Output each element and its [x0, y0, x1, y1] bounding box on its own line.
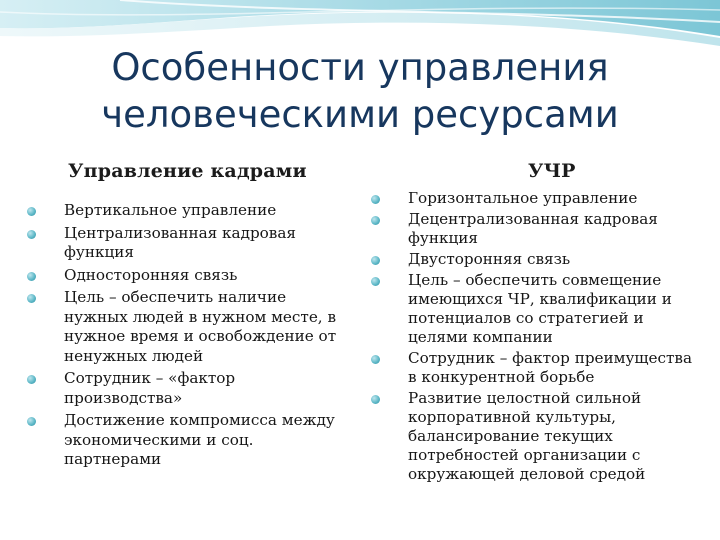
bullet-icon [371, 256, 380, 265]
left-list-item-text: Достижение компромисса между экономическими и соц. партнерами [64, 411, 335, 468]
bullet-icon [27, 417, 36, 426]
right-column-heading: УЧР [528, 160, 576, 182]
bullet-icon [371, 216, 380, 225]
right-list-item [368, 250, 703, 269]
right-list-item-text: Децентрализованная кадровая функция [408, 210, 658, 247]
right-column [368, 160, 703, 486]
right-list-item-text: Сотрудник – фактор преимущества в конкурентной борьбе [408, 349, 693, 386]
left-list-item [24, 369, 354, 408]
slide-title-line-1: Особенности управления [111, 46, 609, 89]
bullet-icon [27, 207, 36, 216]
right-list-item-text: Горизонтальное управление [408, 189, 638, 207]
right-list-item-text: Двусторонняя связь [408, 250, 571, 268]
left-column [24, 160, 354, 473]
bullet-icon [27, 375, 36, 384]
bullet-icon [371, 277, 380, 286]
bullet-icon [371, 195, 380, 204]
bullet-icon [27, 294, 36, 303]
left-list-item-text: Централизованная кадровая функция [64, 223, 296, 261]
left-list-item [24, 411, 354, 470]
right-list-item [368, 349, 703, 387]
right-list-item-text: Цель – обеспечить совмещение имеющихся ЧР, квалификации и потенциалов со стратегией и целями компании [408, 271, 672, 346]
left-list-item-text: Сотрудник – «фактор производства» [64, 369, 236, 407]
left-list-item [24, 288, 354, 366]
slide-title [0, 44, 720, 138]
left-list-item [24, 201, 354, 221]
left-list-item-text: Цель – обеспечить наличие нужных людей в нужном месте, в нужное время и освобождение от ненужных людей [64, 288, 337, 365]
right-list-item-text: Развитие целостной сильной корпоративной культуры, балансирование текущих потребностей организации с окружающей деловой средой [408, 389, 646, 483]
bullet-icon [371, 395, 380, 404]
right-bullet-list [368, 189, 703, 484]
left-list-item [24, 224, 354, 263]
bullet-icon [27, 272, 36, 281]
bullet-icon [371, 355, 380, 364]
left-list-item-text: Вертикальное управление [64, 201, 277, 219]
bullet-icon [27, 230, 36, 239]
right-list-item [368, 271, 703, 347]
slide-title-line-2: человеческими ресурсами [101, 93, 619, 136]
left-list-item [24, 266, 354, 286]
left-bullet-list [24, 201, 354, 470]
left-column-heading: Управление кадрами [68, 160, 307, 182]
right-list-item [368, 189, 703, 208]
right-list-item [368, 389, 703, 484]
left-list-item-text: Односторонняя связь [64, 265, 238, 284]
right-list-item [368, 210, 703, 248]
